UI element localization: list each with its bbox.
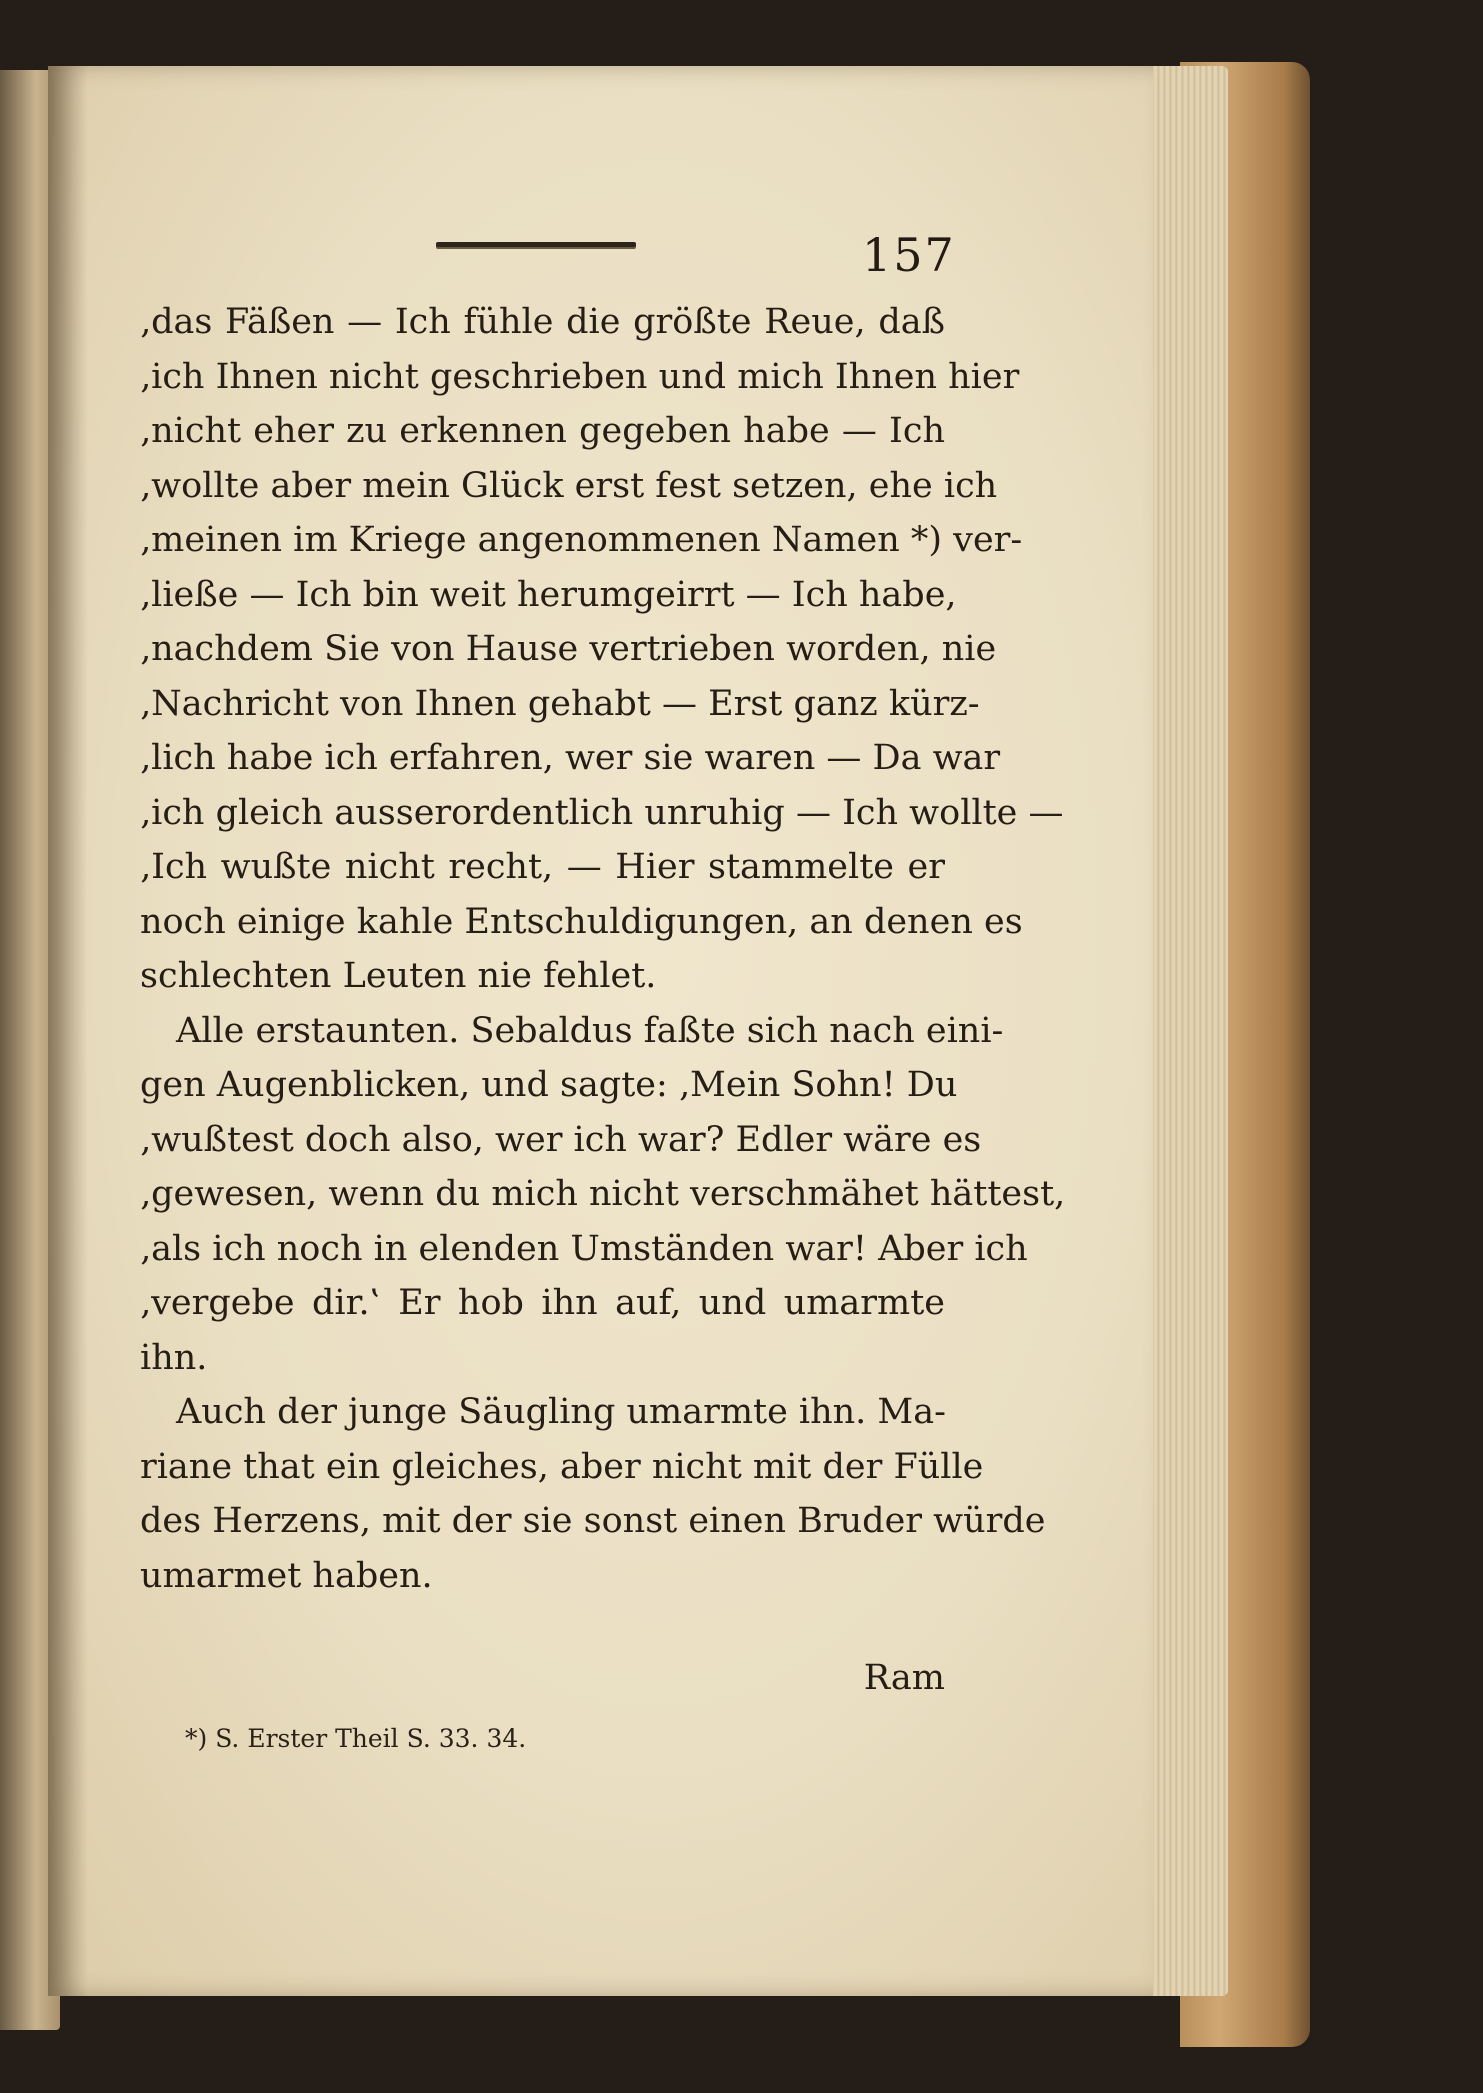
- text-line: ‚das Fäßen — Ich fühle die größte Reue, daß: [140, 302, 945, 342]
- text-line: ‚nachdem Sie von Hause vertrieben worden, nie: [140, 629, 997, 669]
- footnote: *) S. Erster Theil S. 33. 34.: [185, 1724, 527, 1753]
- text-line: ‚wußtest doch also, wer ich war? Edler wäre es: [140, 1119, 982, 1160]
- header-rule: [436, 242, 636, 247]
- text-line: ‚ließe — Ich bin weit herumgeirrt — Ich habe,: [140, 574, 957, 615]
- text-line: gen Augenblicken, und sagte: ‚Mein Sohn! Du: [140, 1065, 958, 1105]
- text-line: riane that ein gleiches, aber nicht mit der Fülle: [140, 1446, 984, 1487]
- text-line: ‚meinen im Kriege angenommenen Namen *) ver-: [140, 520, 1023, 560]
- text-line: ‚als ich noch in elenden Umständen war! Aber ich: [140, 1228, 1028, 1269]
- text-line: ‚ich Ihnen nicht geschrieben und mich Ihnen hier: [140, 356, 1020, 397]
- text-line: Alle erstaunten. Sebaldus faßte sich nach eini-: [176, 1010, 1004, 1051]
- gutter-shadow: [48, 66, 88, 1996]
- text-line: ‚Ich wußte nicht recht, — Hier stammelte er: [140, 847, 945, 887]
- text-line: ihn.: [140, 1337, 208, 1378]
- body-text: [140, 295, 1066, 1603]
- text-line: ‚ich gleich ausserordentlich unruhig — Ich wollte —: [140, 792, 1064, 833]
- catchword: Ram: [863, 1658, 945, 1698]
- text-line: ‚lich habe ich erfahren, wer sie waren — Da war: [140, 738, 1001, 778]
- text-line: umarmet haben.: [140, 1555, 433, 1596]
- page-edges: [1148, 66, 1228, 1996]
- text-line: ‚wollte aber mein Glück erst fest setzen, ehe ich: [140, 465, 998, 506]
- text-line: ‚nicht eher zu erkennen gegeben habe — Ich: [140, 411, 945, 451]
- text-line: des Herzens, mit der sie sonst einen Bruder würde: [140, 1501, 1046, 1541]
- text-line: noch einige kahle Entschuldigungen, an denen es: [140, 901, 1023, 942]
- text-line: ‚Nachricht von Ihnen gehabt — Erst ganz kürz-: [140, 683, 980, 724]
- text-line: ‚vergebe dir.‛ Er hob ihn auf, und umarmte: [140, 1283, 945, 1323]
- text-line: ‚gewesen, wenn du mich nicht verschmähet hättest,: [140, 1174, 1066, 1214]
- text-line: schlechten Leuten nie fehlet.: [140, 956, 657, 996]
- text-line: Auch der junge Säugling umarmte ihn. Ma-: [176, 1392, 946, 1432]
- page-number: 157: [862, 228, 956, 282]
